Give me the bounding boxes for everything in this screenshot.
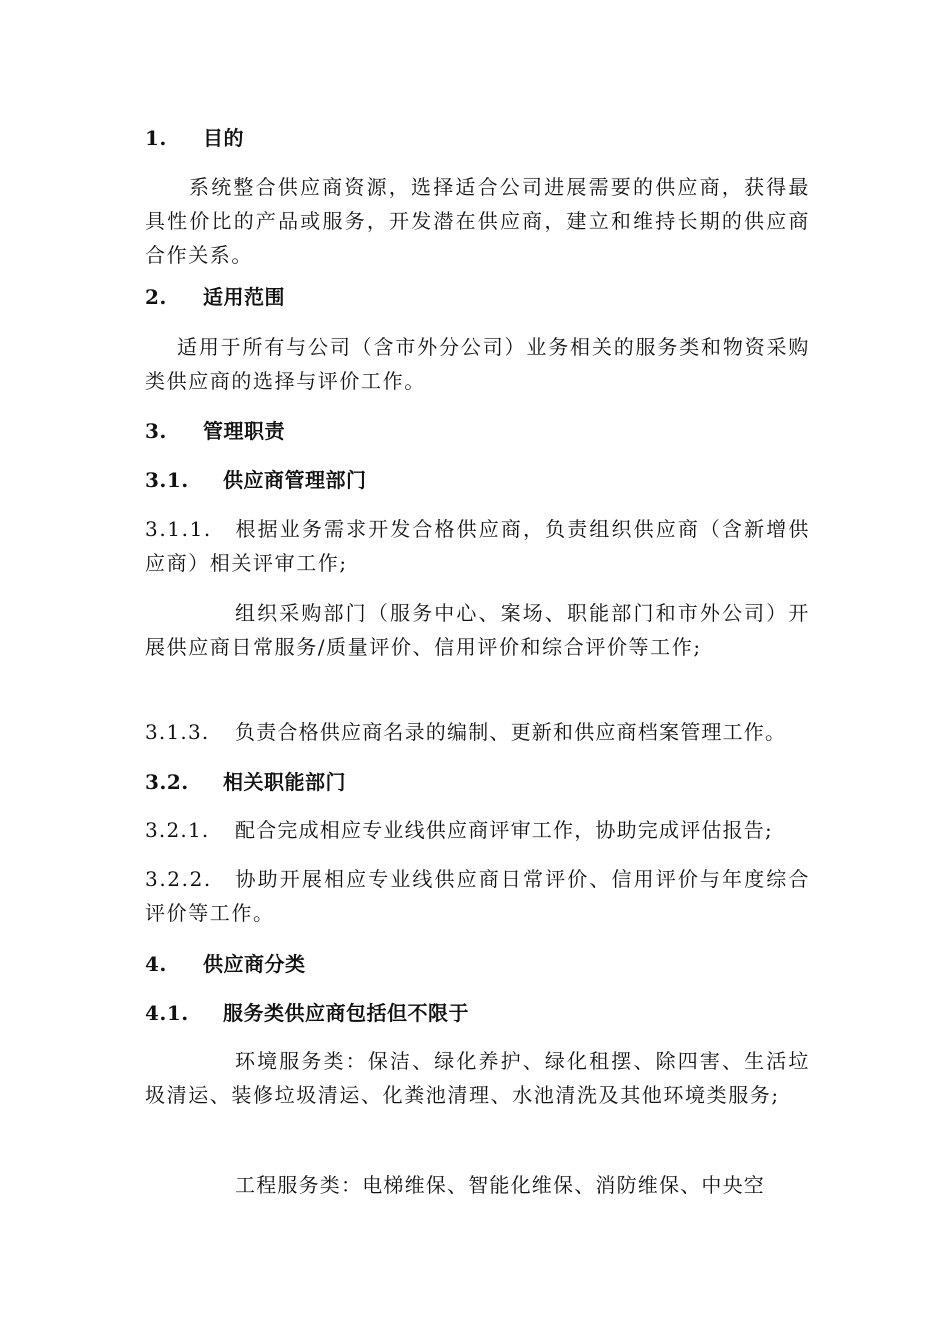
section-2-body: 适用于所有与公司（含市外分公司）业务相关的服务类和物资采购类供应商的选择与评价工作。 <box>145 335 810 393</box>
item-3-1-2: 组织采购部门（服务中心、案场、职能部门和市外公司）开展供应商日常服务/质量评价、信用评价和综合评价等工作; <box>145 601 810 659</box>
section-title: 服务类供应商包括但不限于 <box>223 1001 469 1025</box>
environment-services: 环境服务类：保洁、绿化养护、绿化租摆、除四害、生活垃圾清运、装修垃圾清运、化粪池清理、水池清洗及其他环境类服务; <box>145 1049 810 1107</box>
section-3-2-heading <box>145 765 810 799</box>
section-title: 供应商分类 <box>203 952 306 976</box>
section-number: 4.1. <box>145 1001 189 1025</box>
item-3-1-1 <box>145 512 810 580</box>
item-number: 3.2.2. <box>145 867 212 891</box>
section-1-heading <box>145 121 810 155</box>
item-number: 3.1.3. <box>145 720 210 744</box>
item-3-2-2 <box>145 862 810 930</box>
section-2-heading <box>145 280 810 314</box>
item-3-1-3 <box>145 715 810 749</box>
section-number: 4. <box>145 952 167 976</box>
item-text: 根据业务需求开发合格供应商，负责组织供应商（含新增供应商）相关评审工作; <box>145 517 810 575</box>
section-number: 3. <box>145 419 167 443</box>
section-title: 相关职能部门 <box>223 770 346 794</box>
section-number: 3.2. <box>145 770 189 794</box>
section-number: 2. <box>145 285 167 309</box>
section-title: 目的 <box>203 126 244 150</box>
section-title: 供应商管理部门 <box>223 468 367 492</box>
section-title: 管理职责 <box>203 419 285 443</box>
item-text: 负责合格供应商名录的编制、更新和供应商档案管理工作。 <box>235 720 787 744</box>
item-number: 3.1.1. <box>145 517 212 541</box>
item-text: 配合完成相应专业线供应商评审工作，协助完成评估报告; <box>235 818 773 842</box>
section-4-1-heading <box>145 996 810 1030</box>
item-text: 协助开展相应专业线供应商日常评价、信用评价与年度综合评价等工作。 <box>145 867 810 925</box>
section-3-heading <box>145 414 810 448</box>
section-4-heading <box>145 947 810 981</box>
section-3-1-heading <box>145 463 810 497</box>
section-number: 1. <box>145 126 167 150</box>
item-number: 3.2.1. <box>145 818 210 842</box>
section-number: 3.1. <box>145 468 189 492</box>
item-3-2-1 <box>145 813 810 847</box>
section-1-body: 系统整合供应商资源，选择适合公司进展需要的供应商，获得最具性价比的产品或服务，开发潜在供应商，建立和维持长期的供应商合作关系。 <box>145 175 810 267</box>
section-title: 适用范围 <box>203 285 285 309</box>
engineering-services: 工程服务类：电梯维保、智能化维保、消防维保、中央空 <box>235 1173 765 1197</box>
